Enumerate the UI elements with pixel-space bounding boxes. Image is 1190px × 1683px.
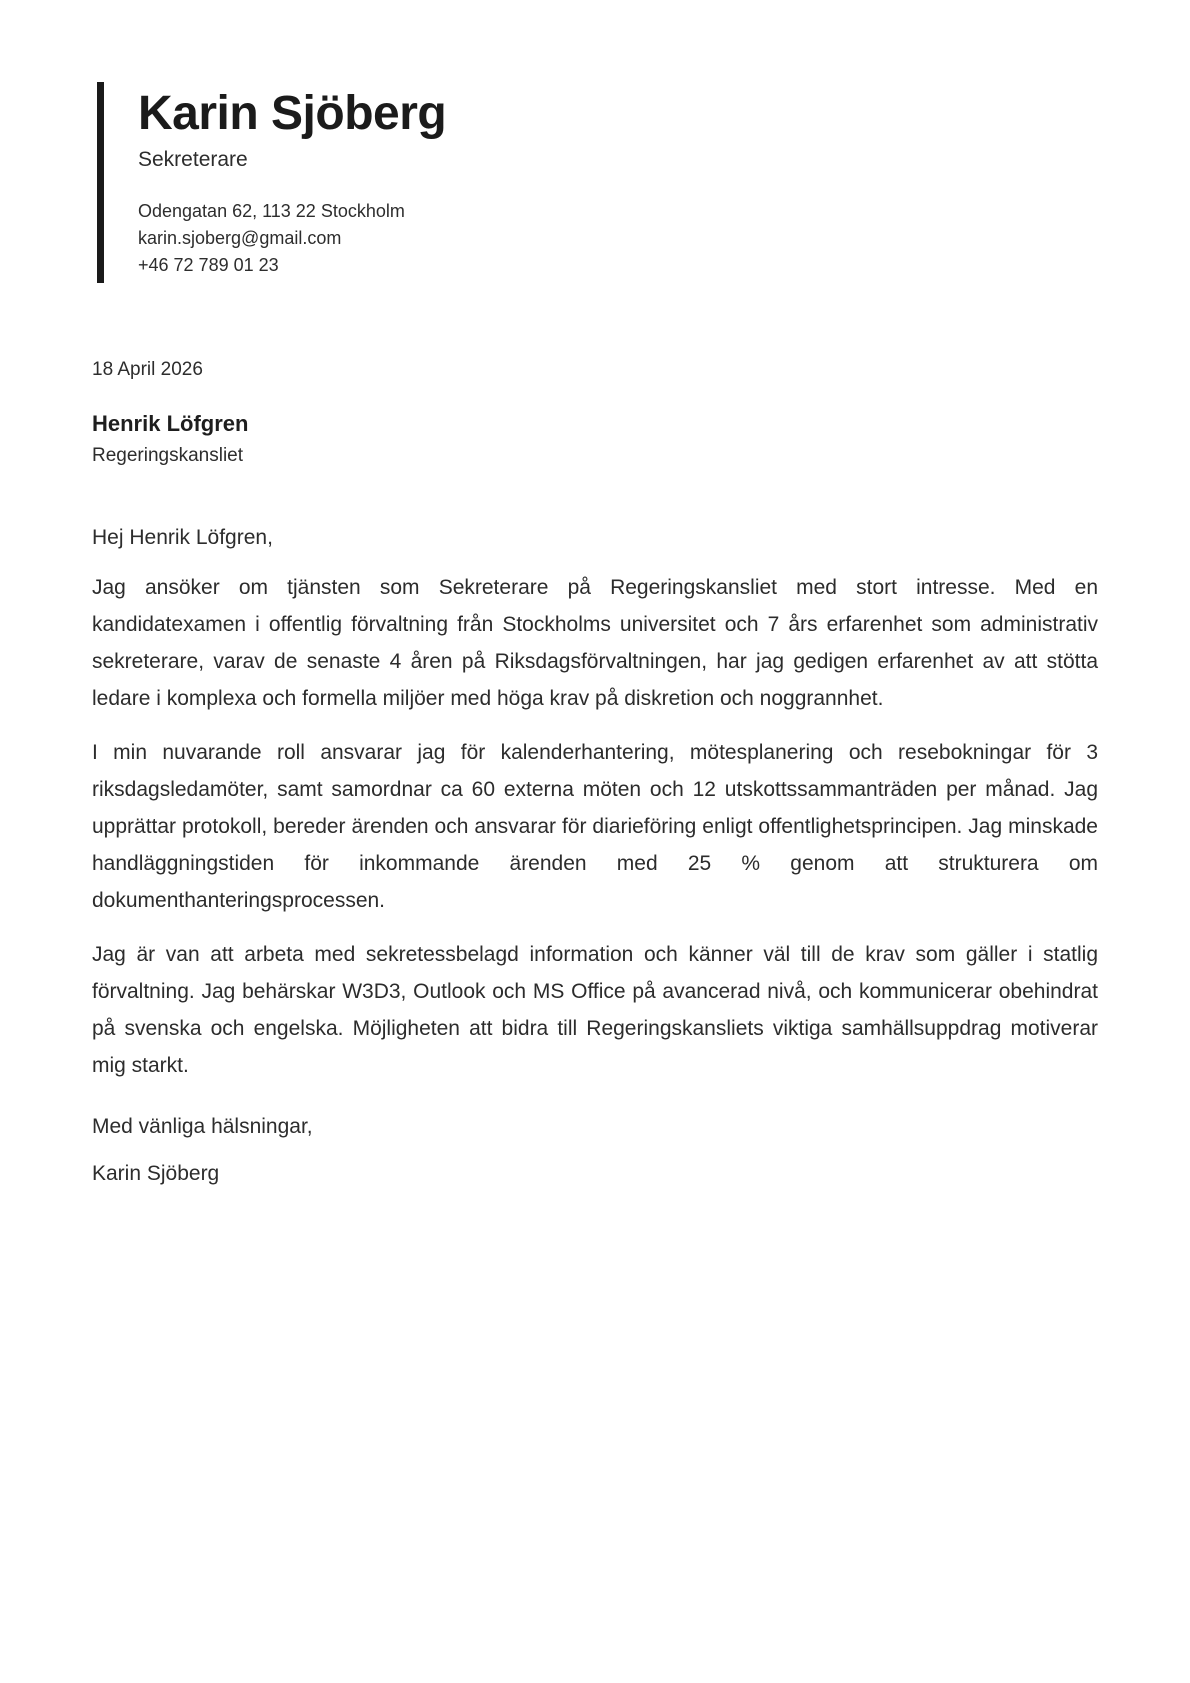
paragraph-2: I min nuvarande roll ansvarar jag för kalenderhantering, mötesplanering och resebokningar för 3 riksdagsledamöter, samt samordnar ca 60 externa möten och 12 utskottssammanträden per månad. Jag upprättar protokoll, bereder ärenden och ansvarar för diarieföring enligt offentlighetsprincipen. Jag minskade handläggningstiden för inkommande ärenden med 25 % genom att strukturera om dokumenthanteringsprocessen. [92, 740, 1098, 912]
header-content [104, 82, 446, 283]
paragraph-3: Jag är van att arbeta med sekretessbelagd information och känner väl till de krav som gäller i statlig förvaltning. Jag behärskar W3D3, Outlook och MS Office på avancerad nivå, och kommunicerar obehindrat på svenska och engelska. Möjligheten att bidra till Regeringskansliets viktiga samhällsuppdrag motiverar mig starkt. [92, 942, 1098, 1077]
recipient-block [92, 411, 1098, 467]
recipient-name: Henrik Löfgren [92, 410, 249, 436]
signature-name: Karin Sjöberg [92, 1161, 220, 1185]
sender-contact-block [138, 198, 446, 279]
sender-phone: +46 72 789 01 23 [138, 254, 279, 275]
paragraph-1: Jag ansöker om tjänsten som Sekreterare på Regeringskansliet med stort intresse. Med en kandidatexamen i offentlig förvaltning från Stockholms universitet och 7 års erfarenhet som administrativ sekreterare, varav de senaste 4 åren på Riksdagsförvaltningen, har jag gedigen erfarenhet av att stötta ledare i komplexa och formella miljöer med höga krav på diskretion och noggrannhet. [92, 575, 1098, 710]
closing-line: Med vänliga hälsningar, [92, 1114, 313, 1138]
letter-body [92, 523, 1098, 1189]
sender-address: Odengatan 62, 113 22 Stockholm [138, 200, 405, 221]
letter-header [97, 82, 1098, 283]
sender-email: karin.sjoberg@gmail.com [138, 227, 342, 248]
recipient-organization: Regeringskansliet [92, 444, 244, 466]
accent-bar [97, 82, 104, 283]
letter-date: 18 April 2026 [92, 358, 203, 380]
greeting: Hej Henrik Löfgren, [92, 525, 273, 549]
sender-job-title: Sekreterare [138, 147, 248, 171]
sender-name: Karin Sjöberg [138, 87, 447, 140]
